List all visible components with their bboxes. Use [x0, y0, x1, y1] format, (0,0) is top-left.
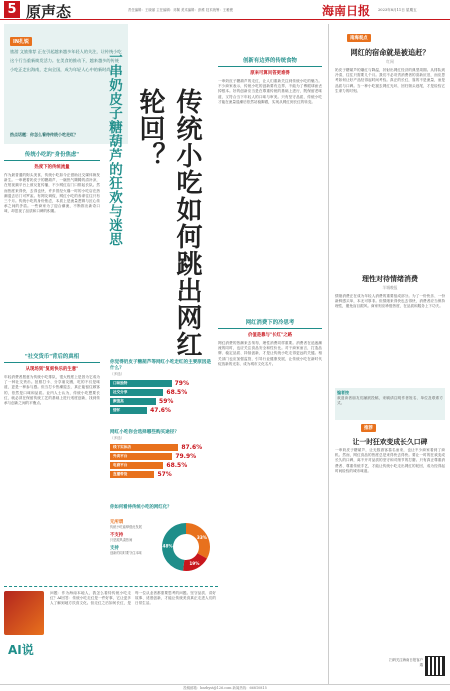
col2-title: 理性对待情绪消费 [362, 275, 418, 283]
survey2-bars [110, 444, 214, 478]
survey1-row [110, 380, 214, 387]
lead-tag: IN扎锐 [10, 37, 32, 46]
article4-subtitle: 价值是靠与"长红"之路 [247, 333, 293, 338]
survey1-bar [110, 398, 156, 405]
survey1-bar [110, 389, 163, 396]
article3-body: 一串奶皮子糖葫芦的走红，让人们重新关注到传统小吃的魅力。不少商家表示，传统小吃的创新要有边界，不能为了博眼球而丢掉根本。好的创新应当是在尊重传统的基础上进行，既保留老味道，又符合当下年轻人的口味与审美。只有坚守品质，传统小吃才能在流量退潮后依然站稳脚跟，实现从网红到长红的转变。 [218, 79, 322, 104]
editor-note-title: 编者按 [337, 390, 349, 395]
ai-label: AI说 [8, 643, 34, 657]
qr-text: 扫码关注海南日报客户端 [389, 658, 423, 667]
editor-note-body: 欢迎读者朋友们踊跃投稿，来稿请注明作者姓名、单位及联系方式。 [337, 396, 443, 406]
survey1-bar [110, 407, 147, 414]
survey3-title: 你如何看待传统小吃的网红化？ [110, 505, 172, 510]
survey3-legend-label: 无所谓 [110, 520, 124, 525]
article1-body: 作为最普通的街头美食，传统小吃如今正借助社交媒体焕发新生。一串裹着奶皮子的糖葫芦，一碗热气腾腾的清补凉，在短视频平台上被反复传播，不少网红店门口排起长队。然而热度来得快，去得也快，许多曾经火爆一时的小吃店在热潮退去后门可罗雀。有网友调侃，网红小吃的寿命往往只有三个月。传统小吃的身份焦虑，本质上是流量逻辑与匠心传承之间的矛盾。一些商家为了迎合潮流，不断推出新奇口味，却忽视了品质和口碑的积累。 [4, 173, 100, 214]
survey2-bar [110, 444, 178, 451]
article1 [4, 150, 100, 363]
right-column [328, 24, 446, 684]
essay-body: 一串奶皮子糖葫芦，让无数游客慕名而来，也让不少商家看到了商机。然而，网红食品的热度总是来得快去得快。要让一时的狂欢变成长久的口碑，离不开对品质的坚守和对细节的打磨。只有真正尊重消费者、尊重传统手艺，才能让传统小吃走出网红的轮回，成为经得起时间检验的城市味道。 [335, 448, 445, 473]
survey1-row [110, 407, 214, 414]
survey1-bars [110, 380, 214, 414]
survey2-bar [110, 471, 154, 478]
article3-title: 创新有边界的传统食物 [218, 56, 322, 67]
survey1-bar-value: 68.5% [166, 389, 188, 396]
col2-author: 羊城晚报 [382, 285, 398, 290]
survey2-bar-value: 87.6% [181, 444, 203, 451]
essay-title: 让一时狂欢变成长久口碑 [352, 438, 428, 446]
survey2-bar-value: 79.9% [175, 453, 197, 460]
survey2-bar-value: 57% [157, 471, 172, 478]
lead-intro: 旅游 文旅推荐 正在引起越来越多年轻人的关注，让传统小吃这个行当重新焕发活力。在美食的推动下，越来越多的传统小吃正走出海南，走向全国，成为年轻人心中的新时尚。 [10, 49, 122, 72]
article2-subtitle: 从现场到"复刻快乐的生意" [25, 367, 79, 372]
survey2-bar-label: 线下实体店 [113, 445, 131, 449]
survey1-bar [110, 380, 172, 387]
survey3-slice-label: 33% [196, 535, 207, 541]
survey1-row [110, 389, 214, 396]
column-author: 红网 [386, 59, 394, 64]
survey1-bar-label: 口味独特 [113, 381, 128, 385]
survey3-slice-label: 19% [189, 560, 200, 566]
survey3-slice [186, 523, 210, 559]
survey1-note: （多选） [110, 372, 125, 376]
survey3-legend-item [110, 545, 154, 555]
survey2-title: 网红小吃你会选择哪些购买途径？ [110, 430, 179, 435]
article3 [218, 56, 322, 269]
survey3-legend-label: 支持 [110, 546, 119, 551]
article2-title: "社交货币"背后的真相 [4, 352, 100, 363]
survey2-bar-label: 电商平台 [113, 463, 128, 467]
section-title: 原声态 [26, 3, 72, 21]
survey3-legend-note: 创新的同时要守住本味 [110, 551, 142, 555]
headline-kicker: 一串奶皮子糖葫芦的狂欢与迷思 [106, 50, 122, 246]
footer [0, 684, 450, 691]
ai-box [4, 586, 218, 682]
column-title: 网红的宿命就是被追赶？ [350, 48, 430, 57]
survey1-bar-value: 59% [159, 398, 174, 405]
column-body: 奶皮子糖葫芦的爆红与降温，折射出网红经济的典型周期。从排队到冷清，往往只需要几个月。我们不必苛责消费者的喜新厌旧，而应思考如何让好产品经得起时间考验。真正的长红，靠的不是流量，而是品质与口碑。当一种小吃褪去网红光环，回归街头巷尾，才是检验它生命力的时刻。 [335, 68, 445, 93]
survey2 [110, 430, 214, 480]
page-header [0, 0, 450, 20]
footer-text: 投稿邮箱：hnrbyst@126.com 新闻热线：66810815 [183, 686, 267, 690]
qr-code-icon[interactable] [425, 656, 445, 676]
survey3-legend-item [110, 519, 154, 529]
lead-question: 热点话题：你怎么看待传统小吃走红？ [10, 132, 78, 137]
survey1-bar-label: 情怀 [113, 408, 121, 412]
survey3-legend [110, 519, 154, 558]
article2 [4, 352, 100, 545]
header-date: 2023年8月11日 星期五 [378, 8, 417, 12]
survey3 [110, 505, 214, 585]
essay-tag: 推荐 [361, 424, 376, 432]
article2-body: 年轻消费者愿意为传统小吃排队，很大程度上是因为它成为了一种社交货币。拍照打卡、分享朋友圈，吃的不仅是味道，更是一种参与感。但当打卡热潮退去，真正能留住顾客的，依然是口味和品质。业内人士认为，传统小吃想要长红，就必须在保留传统工艺的基础上进行适度创新，找到传承与创新之间的平衡点。 [4, 375, 100, 406]
paper-name: 海南日报 [322, 4, 371, 18]
survey2-row [110, 444, 214, 451]
survey1-bar-value: 79% [174, 380, 189, 387]
survey2-bar [110, 462, 163, 469]
survey1-row [110, 398, 214, 405]
article4-title: 网红消费下的冷思考 [218, 318, 322, 329]
survey1 [110, 360, 214, 416]
survey3-slice-label: 48% [162, 543, 173, 549]
ai-body: 问题：作为海南本地人，我怎么看待传统小吃走红？AI回答：传统小吃走红是一件好事，它让更多人了解到地方饮食文化。但走红之后如何长红，是每一位从业者都需要思考的问题。坚守品质、讲好故事、适度创新，才能让传统美食真正走进人们的日常生活。 [50, 591, 216, 606]
survey2-row [110, 453, 214, 460]
article3-subtitle: 原来可算问答更难得 [250, 71, 290, 76]
article1-subtitle: 热度下的传统流量 [34, 165, 70, 170]
ai-image [4, 591, 44, 635]
survey3-donut [158, 519, 214, 575]
article4-body: 网红消费的热潮来去匆匆，理性消费同样重要。消费者在追逐潮流的同时，也应关注食品安全和性价比。对于商家而言，打造品牌、稳定品质、持续创新，才是让传统小吃走得更远的关键。相关部门也应加强监管，引导行业健康发展，让传统小吃在新时代绽放新的光彩，成为城市文化名片。 [218, 341, 322, 366]
column-tag: 南海观点 [347, 34, 371, 42]
survey3-legend-note: 只是跟风凑热闹 [110, 538, 133, 542]
page-number: 5 [4, 1, 20, 18]
survey2-row [110, 471, 214, 478]
survey3-legend-item [110, 532, 154, 542]
editor-note-box [335, 388, 445, 420]
survey1-title: 你觉得奶皮子糖葫芦等网红小吃走红的主要原因是什么？ [110, 360, 212, 371]
survey1-bar-label: 社交分享 [113, 390, 128, 394]
survey2-bar-value: 68.5% [166, 462, 188, 469]
survey3-legend-note: 传统小吃能够借此发展 [110, 525, 142, 529]
survey2-bar-label: 直播带货 [113, 472, 128, 476]
header-meta: 责任编辑：王晓丽 主任编辑：邓佩 美术编辑：彭维 技术统筹：王雅俊 [128, 8, 233, 12]
headline: 传统小吃如何跳出网红轮回？ [135, 88, 202, 358]
survey2-row [110, 462, 214, 469]
survey3-legend-label: 不支持 [110, 533, 124, 538]
survey1-bar-label: 颜值高 [113, 399, 124, 403]
survey2-note: （多选） [110, 436, 125, 440]
col2-body: 情绪消费正在成为年轻人消费的重要组成部分。为了一份快乐、一份新鲜感买单，本无可厚非。但情绪来得快也去得快，消费者应当保持理性，避免盲目跟风。商家则应珍惜热度，在品质和服务上下功夫。 [335, 294, 445, 309]
article4 [218, 318, 322, 537]
survey2-bar-label: 外卖平台 [113, 454, 128, 458]
article1-title: 传统小吃的"身份焦虑" [4, 150, 100, 161]
survey2-bar [110, 453, 172, 460]
survey1-bar-value: 47.6% [150, 407, 171, 414]
